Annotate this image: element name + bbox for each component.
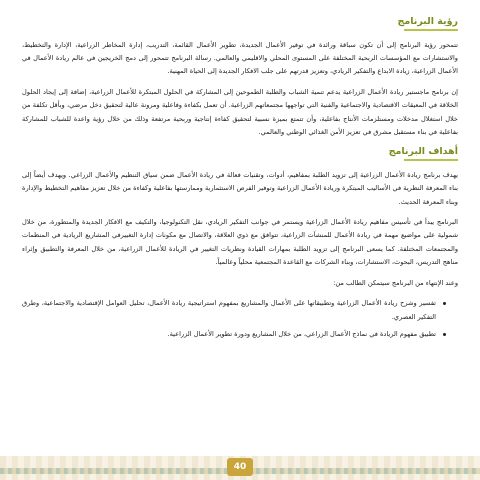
vision-heading-text: رؤية البرنامج: [397, 16, 458, 27]
content: [22, 10, 458, 345]
goals-paragraph-1: يهدف برنامج ريادة الأعمال الزراعية إلى تزويد الطلبة بمفاهيم، أدوات، وتقنيات فعالة في ريادة الأعمال ضمن سياق التنظيم والأعمال الزراعي. ويهدف أيضاً إلى بناء المعرفة النظرية في الأساليب المبتكرة وريادة الأعمال الزراعية وتوفير الفرص الاستثمارية وممارستها بفاعلية وكفاءة من خلال تعزيز مفاهيم التخطيط والإدارة وبناء المعرفة الحديث.: [22, 170, 458, 206]
goals-list: [22, 297, 458, 341]
bullet-icon: [443, 333, 446, 336]
vision-heading: [22, 16, 458, 33]
bullet-icon: [443, 302, 446, 305]
goals-intro: وعند الإنتهاء من البرنامج سيتمكن الطالب من:: [333, 278, 458, 287]
heading-underline: [404, 159, 458, 161]
list-item-text: تفسير وشرح ريادة الأعمال الزراعية وتطبيقاتها على الأعمال والمشاريع بمفهوم استراتيجية ريادة الأعمال، تحليل العوامل الإقتصادية والاجتماعية، وطرق التفكير العصري.: [22, 299, 436, 321]
vision-paragraph-2: إن برنامج ماجستير ريادة الأعمال الزراعية يدعم تنمية الشباب والطلبة الطموحين إلى المشاركة في الحلول المبتكرة للأعمال الزراعية، إضافة إلى إيجاد الحلول الخلاقة في المعيقات الاقتصادية والاجتماعية والفنية التي تواجهها مجتمعاتهم الزراعية. أن تعمل بكفاءة وفاعلية ومرونة عالية لتحقيق دخل مرضي، وبأقل تكلفة من خلال استغلال مدخلات ومستلزمات الأنتاج بفاعلية، وأن تتمتع بميزة نسبية لتحقيق كفاءة إنتاجية وربحية مرتفعة وذلك من خلال رؤية واعدة للشباب للمشاركة بفاعلية في بناء مستقبل مشرق في تعزيز الأمن الغذائي الوطني والعالمي.: [22, 87, 458, 136]
goals-heading: [22, 146, 458, 163]
goals-heading-text: أهداف البرنامج: [388, 146, 458, 158]
heading-underline: [404, 29, 458, 31]
page-number: 40: [227, 458, 253, 476]
list-item: [22, 297, 444, 324]
list-item: [22, 328, 444, 341]
goals-paragraph-2: البرنامج يبدأ في تأسيس مفاهيم ريادة الأعمال الزراعية ويستمر في جوانب التفكير الريادي، نقل التكنولوجيا، والتكيف مع الافكار الجديدة والمتطورة، من خلال شمولية على مواضيع مهمة في ريادة الأعمال للمنشآت الزراعية، تتوافق مع ذوي العلاقة، والاتصال مع مكونات إدارة التغييرفي المشاريع الريادية في المنظمات والمجتمعات المختلفة. كما يسعى البرنامج إلى تزويد الطلبة بمهارات القيادة ونظريات التغيير في الريادة للأعمال الزراعية، من خلال المعرفة والتطبيق وإثراء مناهج التدريس، البحوث، الاستشارات، وبناء الشركات مع القاعدة المجتمعية محلياً وعالمياً.: [22, 218, 458, 267]
list-item-text: تطبيق مفهوم الريادة في نماذج الأعمال الزراعي، من خلال المشاريع ودورة تطوير الأعمال الزراعية.: [167, 329, 436, 338]
vision-paragraph-1: تتمحور رؤية البرنامج إلى أن تكون سباقة ورائدة في توفير الأعمال الجديدة، تطوير الأعمال القائمة، التدريب، إدارة المخاطر الزراعية، الإدارة والتخطيط، والاستشارات مع المؤسسات الربحية المختلفة على المستوى المحلي والاقليمي والعالمي. رسالة البرنامج تتمحور إلى دمج الخريجين في عالم ريادة الأعمال في الأعمال الزراعية، زيادة الابداع والتفكير الريادي، وتعزيز قدرتهم على جلب الافكار الجديدة إلى الحياة المهنية.: [22, 40, 458, 76]
